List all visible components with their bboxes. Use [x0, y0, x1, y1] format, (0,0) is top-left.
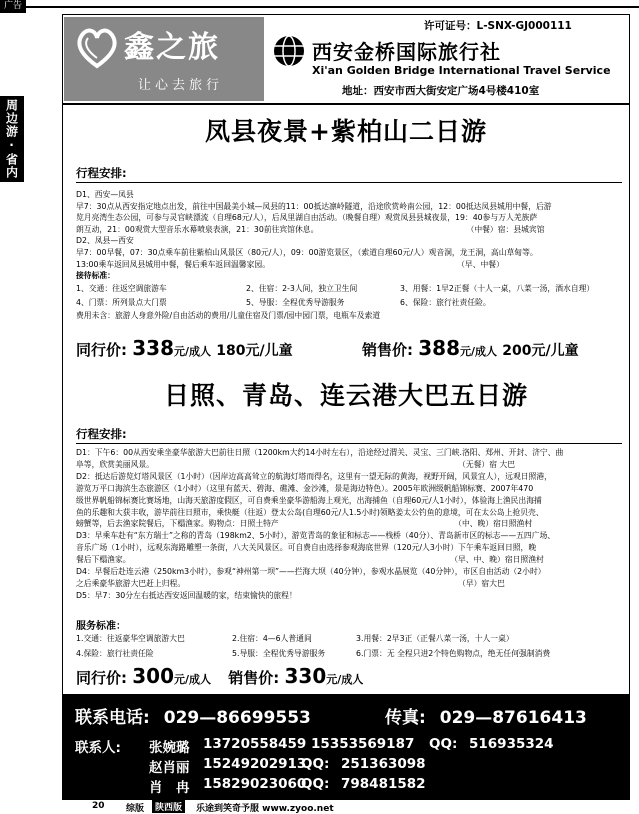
- footer-section: 综版: [126, 804, 145, 814]
- itinerary-line: D3：早乘车赴有“东方瑞士”之称的青岛（198km2、5小时），游览青岛的象征和标志——栈桥（40分）、青岛新市区的标志——五四广场、: [76, 531, 556, 541]
- page-footer: [0, 800, 639, 814]
- sale-adult-price: 388: [418, 336, 460, 360]
- itinerary-line: D1、西安—凤县: [76, 190, 134, 199]
- tour1-standard-6: 6、保险：旅行社责任险。: [400, 298, 491, 307]
- itinerary-line: D1：下午6：00从西安乘坐豪华旅游大巴前往日照（1200km大约14小时左右），沿途经过渭关、灵宝、三门峡.洛阳、郑州、开封、济宁、曲: [76, 448, 564, 457]
- tour1-standard-2: 2、住宿：2-3人间，独立卫生间: [246, 284, 358, 293]
- tour2-service-heading: 服务标准：: [76, 621, 126, 632]
- itinerary-line: 13:00乘车返回凤县城用中餐，餐后乘车返回温馨家园。 （早、中餐）: [76, 259, 504, 269]
- contact-qq-label: QQ:: [301, 756, 330, 772]
- contact-person-name: 赵肖丽: [149, 760, 190, 776]
- footer-slogan: 乐途到笑奇予服 www.zyoo.net: [196, 804, 334, 814]
- itinerary-line: 餐后下榻渔家。 （早、中、晚）宿日照渔村: [76, 555, 544, 565]
- tour1-standard-1: 1、交通：往返空调旅游车: [76, 284, 167, 293]
- footer-edition-badge: 陕西版: [152, 800, 185, 813]
- tour2-itinerary-heading: 行程安排:: [76, 427, 127, 441]
- sale-child-price: 200元/儿童: [502, 343, 579, 359]
- heart-logo-icon: [74, 24, 120, 70]
- fax-label: 传真:: [385, 708, 426, 728]
- itinerary-line: D4：早餐后赴连云港（250km3小时），参观“神州第一坝”——拦海大坝（40分钟），参观水晶展览（40分钟），市区自由活动（2小时）: [76, 567, 546, 577]
- agent-adult-unit: 元/成人: [173, 345, 212, 358]
- logo-text: 鑫之旅: [124, 30, 220, 65]
- contact-person-name: 肖 冉: [149, 780, 190, 796]
- phone-number: 029—86699553: [163, 708, 311, 728]
- header-divider: [63, 103, 629, 105]
- tour1-title: 凤县夜景+紫柏山二日游: [205, 117, 487, 146]
- contact-panel: [63, 694, 629, 799]
- tour1-standard-5: 5、导服：全程优秀导游服务: [246, 298, 345, 307]
- contact-person-phones: 13720558459 15353569187: [203, 736, 415, 752]
- company-name-en: Xi'an Golden Bridge International Travel Service: [312, 64, 611, 77]
- itinerary-line: 游览万平口海滨生态旅游区（1小时）（这里有蓝天、碧海、礁滩、金沙滩，景是海边特色）。2005年欧洲级帆船锦标赛、2007年470: [76, 483, 534, 493]
- itinerary-line: 之后乘豪华旅游大巴赶上归程。 （早）宿大巴: [76, 578, 505, 588]
- tour2-standard-4: 4.保险：旅行社责任险: [76, 649, 154, 658]
- tour1-itinerary: [76, 189, 552, 282]
- itinerary-line: 览月亮湾生态公园，可参与灵官峡漂流（自理68元/人），后凤里湖自由活动。（晚餐自理）观赏凤县县城夜景，19：40参与万人羌族萨: [76, 213, 538, 223]
- agent-adult-price: 338: [132, 336, 174, 360]
- page-number: 20: [92, 801, 105, 811]
- sale-adult-unit: 元/成人: [326, 673, 364, 686]
- contact-qq-label: QQ:: [301, 776, 330, 792]
- contact-qq-label: QQ:: [429, 736, 458, 752]
- itinerary-line: 音乐广场（1小时），远观东海路雕塑一条街，八大关风景区。可自费自由选择参观海底世界（120元/人3小时）下午乘车返回日照，晚: [76, 543, 537, 553]
- itinerary-line: 级世界帆船锦标赛比赛场地，山海天旅游度假区，可自费乘坐豪华游船海上观光，出海捕鱼（自理60元/人1小时），体验海上渔民出海捕: [76, 495, 542, 505]
- tour2-standard-5: 5.导服：全程优秀导游服务: [232, 649, 326, 658]
- itinerary-line: 螃蟹等，后去渔家院餐后，下榻渔家。购物点：日照土特产 （中、晚）宿日照渔村: [76, 519, 533, 529]
- itinerary-line: 阜等，欣赏美丽风景。 （无餐）宿 大巴: [76, 459, 516, 469]
- phone-label: 联系电话:: [75, 708, 150, 728]
- contact-person-phones: 15249202913: [203, 756, 307, 772]
- tour1-price-row: [76, 336, 293, 360]
- itinerary-line: 朗互动，21：00观赏大型音乐水幕喷泉表演，21：30前往宾馆休息。 （中餐）宿：县城宾馆: [76, 224, 545, 234]
- license-number: 许可证号：L-SNX-GJ000111: [424, 20, 572, 32]
- itinerary-line: 鱼的乐趣和大获丰收，游毕前往日照市，乘快艇（往返）登太公岛(自理60元/人1.5小时)领略姜太公钓鱼的意境，可在太公岛上抢贝壳、: [76, 507, 544, 517]
- contact-person-phones: 15829023060: [203, 776, 307, 792]
- sale-price-label: 销售价:: [362, 341, 413, 359]
- tour1-heading-rule: [76, 182, 622, 183]
- agent-child-price: 180元/儿童: [216, 343, 293, 359]
- globe-icon: [272, 34, 306, 68]
- tour1-standard-3: 3、用餐：1早2正餐（十人一桌，八菜一汤，酒水自理）: [400, 284, 595, 293]
- fax-number: 029—87616413: [439, 708, 587, 728]
- tour1-exclusions: 费用未含：旅游人身意外险/自由活动的费用/儿童住宿及门票/园中园门票，电瓶车及索道: [76, 311, 381, 320]
- tour1-standard-4: 4、门票：所列景点大门票: [76, 298, 167, 307]
- tour1-sale-price-row: [362, 336, 579, 360]
- contact-person-name: 张婉璐: [149, 740, 190, 756]
- tour2-standard-6: 6.门票：无 全程只进2个特色购物点，绝无任何强制消费: [356, 649, 551, 658]
- tour1-itinerary-heading: 行程安排:: [76, 166, 127, 180]
- agent-price-label: 同行价:: [76, 341, 127, 359]
- logo-slogan: 让心去旅行: [138, 78, 224, 93]
- sale-price-label: 销售价:: [228, 669, 280, 687]
- itinerary-line: 接待标准：: [76, 271, 115, 281]
- contacts-label: 联系人:: [75, 740, 121, 756]
- sale-adult-unit: 元/成人: [459, 345, 498, 358]
- ad-tag: 广告: [0, 0, 26, 13]
- itinerary-line: D2：抵达后游览灯塔风景区（1小时）（因岸边高高耸立的航海灯塔而得名，这里有一望无际的黄海，视野开阔，风景宜人），远观日照港，: [76, 471, 552, 481]
- itinerary-line: D2、凤县—西安: [76, 236, 134, 246]
- tour2-standard-2: 2.住宿：4—6人普通间: [232, 634, 312, 643]
- sale-adult-price: 330: [284, 664, 327, 688]
- tour2-standard-1: 1.交通：往返豪华空调旅游大巴: [76, 634, 185, 643]
- tour2-standard-3: 3.用餐：2早3正（正餐八菜一汤，十人一桌）: [356, 634, 514, 643]
- fax-line: [385, 703, 587, 728]
- tour2-price-row: [76, 664, 363, 688]
- tour2-itinerary: [76, 447, 563, 602]
- contact-qq: 251363098: [341, 756, 426, 772]
- tour2-heading-rule: [76, 443, 622, 444]
- contact-qq: 798481582: [341, 776, 426, 792]
- itinerary-line: 早7：00早餐，07：30点乘车前往紫柏山风景区（80元/人），09：00游览景区，（索道自理60元/人）观音洞，龙王洞，高山草甸等。: [76, 247, 538, 257]
- itinerary-line: 早7：30点从西安指定地点出发，前往中国最美小城—凤县的11：00抵达凛岭隧道，沿途欣赏岭南公园，12：00抵达凤县城用中餐，后游: [76, 201, 552, 211]
- side-category-tab: 周边游·省内: [0, 96, 24, 182]
- company-address: 地址：西安市西大街安定广场4号楼410室: [342, 85, 540, 97]
- agent-adult-price: 300: [132, 664, 174, 688]
- itinerary-line: D5：早7：30分左右抵达西安返回温暖的家，结束愉快的旅程！: [76, 590, 297, 600]
- company-name-cn: 西安金桥国际旅行社: [312, 40, 501, 64]
- agent-price-label: 同行价:: [76, 669, 127, 687]
- tour2-title: 日照、青岛、连云港大巴五日游: [163, 381, 528, 410]
- agent-adult-unit: 元/成人: [173, 673, 212, 686]
- top-divider: [26, 6, 639, 8]
- contact-qq: 516935324: [469, 736, 554, 752]
- phone-line: [75, 703, 311, 728]
